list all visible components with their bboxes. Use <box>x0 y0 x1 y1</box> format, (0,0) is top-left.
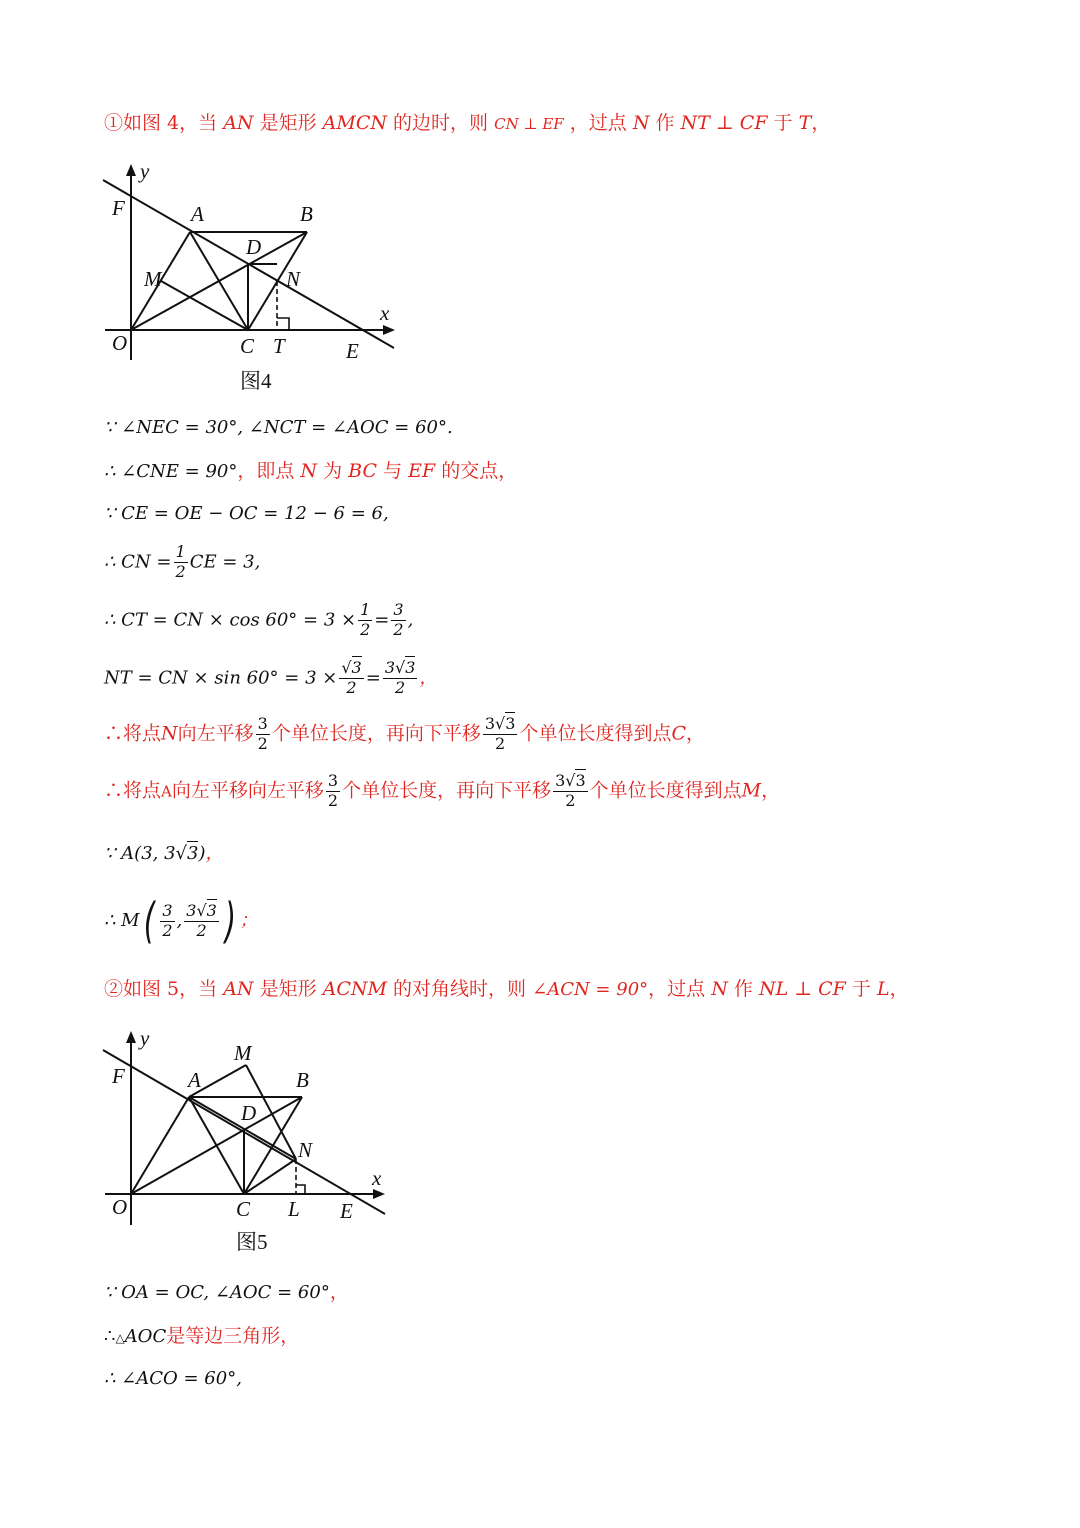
heading-text: ，过点 <box>569 112 627 134</box>
step-text: 向左平移向左平移 <box>171 779 324 802</box>
heading-text: ②如图 5，当 <box>104 978 218 1000</box>
point-t: T <box>798 112 812 134</box>
angle-acn: ∠ACN = 90° <box>532 979 649 1000</box>
triangle-aoc: AOC <box>124 1326 167 1347</box>
step-math: ) <box>198 843 206 864</box>
label-a: A <box>188 1068 201 1092</box>
step-math: ， <box>419 667 438 689</box>
step5-1 <box>104 1283 349 1302</box>
right-angle-mark <box>296 1185 305 1194</box>
step-text: 与 <box>383 460 403 482</box>
label-f: F <box>112 196 125 220</box>
label-e: E <box>340 1199 353 1223</box>
label-c: C <box>236 1197 251 1221</box>
step4-5 <box>104 602 413 639</box>
label-m: M <box>144 267 162 291</box>
step-math: ∵ OA = OC, ∠AOC = 60° <box>104 1282 330 1303</box>
segment-ef-label: EF <box>408 460 436 482</box>
segment-bc-label: BC <box>348 460 378 482</box>
step-math: ， <box>205 843 224 864</box>
heading-text: ，过点 <box>648 978 706 1000</box>
fraction: $\frac{3√3}{2}$ <box>555 771 586 810</box>
step4-2 <box>104 462 517 481</box>
label-b: B <box>300 202 313 226</box>
perp-nl-cf: NL ⊥ CF <box>758 978 846 1000</box>
rect-amcn: AMCN <box>322 112 387 134</box>
fraction: $\frac{√3}{2}$ <box>341 658 362 697</box>
heading-text: 作 <box>655 112 675 134</box>
label-c: C <box>240 334 255 358</box>
y-axis-arrow <box>126 1031 136 1043</box>
heading-text: 是矩形 <box>259 112 317 134</box>
fraction: $\frac{3}{2}$ <box>393 600 404 639</box>
step-text: ， <box>686 722 706 745</box>
fraction: $\frac{3√3}{2}$ <box>484 714 516 753</box>
step-math: ∴ ∠CNE = 90° <box>104 461 238 482</box>
label-o: O <box>112 331 128 355</box>
fraction: $\frac{3√3}{2}$ <box>384 658 416 697</box>
figure-5 <box>100 1025 400 1265</box>
label-n: N <box>298 1138 313 1162</box>
label-o: O <box>112 1195 128 1219</box>
point-a: A <box>161 782 172 801</box>
step-math: ， <box>329 1281 349 1303</box>
triangle-symbol: △ <box>115 1331 125 1345</box>
fraction: $\frac{3}{2}$ <box>327 771 339 810</box>
step-text: 个单位长度，再向下平移 <box>342 779 552 802</box>
fraction: $\frac{3}{2}$ <box>162 900 173 940</box>
label-x: x <box>372 1166 382 1190</box>
step-math: ∴ M <box>104 910 140 931</box>
y-axis-arrow <box>126 164 136 176</box>
x-axis-arrow <box>373 1189 385 1199</box>
step-math: ∴ CN = <box>104 551 172 573</box>
step-text: 个单位长度得到点 <box>589 779 742 802</box>
step4-3: ∵ CE = OE − OC = 12 − 6 = 6, <box>104 503 389 524</box>
right-angle-mark <box>277 318 289 330</box>
step-math: 3 <box>187 843 199 864</box>
perp-nt-cf: NT ⊥ CF <box>680 112 768 134</box>
rect-acnm: ACNM <box>322 978 387 1000</box>
label-n: N <box>286 267 301 291</box>
point-c: C <box>671 722 686 745</box>
step-text: 的交点， <box>441 460 518 482</box>
segment-ac <box>189 1097 244 1194</box>
point-m: M <box>741 779 762 802</box>
heading-text: 是矩形 <box>259 978 317 1000</box>
label-t: T <box>273 334 285 358</box>
label-x: x <box>380 301 390 325</box>
label-y: y <box>140 159 150 183</box>
point-l: L <box>876 978 890 1000</box>
segment-an: AN <box>223 112 254 134</box>
step-math: CE = 3, <box>189 551 261 573</box>
heading-text: 的边时，则 <box>393 112 489 134</box>
x-axis-arrow <box>383 325 395 335</box>
step5-2 <box>104 1327 299 1346</box>
step5-3: ∴ ∠ACO = 60°, <box>104 1368 242 1389</box>
step-math: ∴ CT = CN × cos 60° = 3 × <box>104 609 357 631</box>
heading-text: 于 <box>773 112 793 134</box>
step4-8 <box>104 773 780 810</box>
step-text: 个单位长度，再向下平移 <box>271 722 481 745</box>
heading-text: ①如图 4，当 <box>104 112 218 134</box>
heading-text: 的对角线时，则 <box>393 978 527 1000</box>
step4-7 <box>104 716 705 753</box>
step-math: ； <box>239 910 258 931</box>
fraction: $\frac{3√3}{2}$ <box>186 900 217 940</box>
fraction: $\frac{3}{2}$ <box>257 714 268 753</box>
fraction: $\frac{1}{2}$ <box>360 600 371 639</box>
step4-9: ∵ A(3, 3√3)， <box>104 843 224 864</box>
heading-text: 于 <box>851 978 871 1000</box>
figure-4 <box>100 158 400 398</box>
label-f: F <box>112 1064 125 1088</box>
label-y: y <box>140 1026 150 1050</box>
step-text: 是等边三角形， <box>166 1325 300 1347</box>
point-n: N <box>300 460 318 482</box>
fraction: $\frac{1}{2}$ <box>175 542 186 581</box>
label-m: M <box>234 1041 252 1065</box>
label-d: D <box>246 235 262 259</box>
step-text: 向左平移 <box>177 722 254 745</box>
step-math: ∴ <box>104 1326 116 1347</box>
step-math: ∵ A(3, 3 <box>104 843 176 864</box>
point-n: N <box>711 978 728 1000</box>
step-math: = <box>365 667 381 689</box>
step-math: , <box>407 609 414 631</box>
step-math: NT = CN × sin 60° = 3 × <box>104 667 338 689</box>
heading-text: ， <box>889 978 909 1000</box>
label-l: L <box>288 1197 300 1221</box>
step4-1: ∵ ∠NEC = 30°, ∠NCT = ∠AOC = 60°. <box>104 417 453 438</box>
left-paren: ( <box>143 893 155 949</box>
section5-heading <box>104 980 909 999</box>
point-n: N <box>632 112 650 134</box>
step-math: , <box>176 910 183 931</box>
label-e: E <box>346 339 359 363</box>
step-text: 个单位长度得到点 <box>519 722 672 745</box>
section4-heading <box>104 114 830 133</box>
step4-6 <box>104 660 437 697</box>
label-a: A <box>191 202 204 226</box>
perp-cn-ef: CN ⊥ EF <box>494 115 564 133</box>
step-text: ∴将点 <box>104 779 162 802</box>
step-text: ∴将点 <box>104 722 162 745</box>
figure-5-caption: 图5 <box>236 1230 268 1254</box>
label-b: B <box>296 1068 309 1092</box>
segment-cn <box>244 1159 296 1194</box>
heading-text: 作 <box>733 978 753 1000</box>
step-text: 为 <box>323 460 343 482</box>
step-text: ， <box>761 779 781 802</box>
label-d: D <box>241 1101 257 1125</box>
step-text: ，即点 <box>237 460 295 482</box>
step-math: = <box>374 609 390 631</box>
point-n: N <box>161 722 178 745</box>
right-paren: ) <box>224 893 236 949</box>
step4-10 <box>104 893 258 949</box>
step4-4 <box>104 544 260 581</box>
heading-text: ， <box>811 112 831 134</box>
segment-an: AN <box>223 978 254 1000</box>
figure-4-caption: 图4 <box>240 369 272 393</box>
segment-oa <box>131 1097 189 1194</box>
